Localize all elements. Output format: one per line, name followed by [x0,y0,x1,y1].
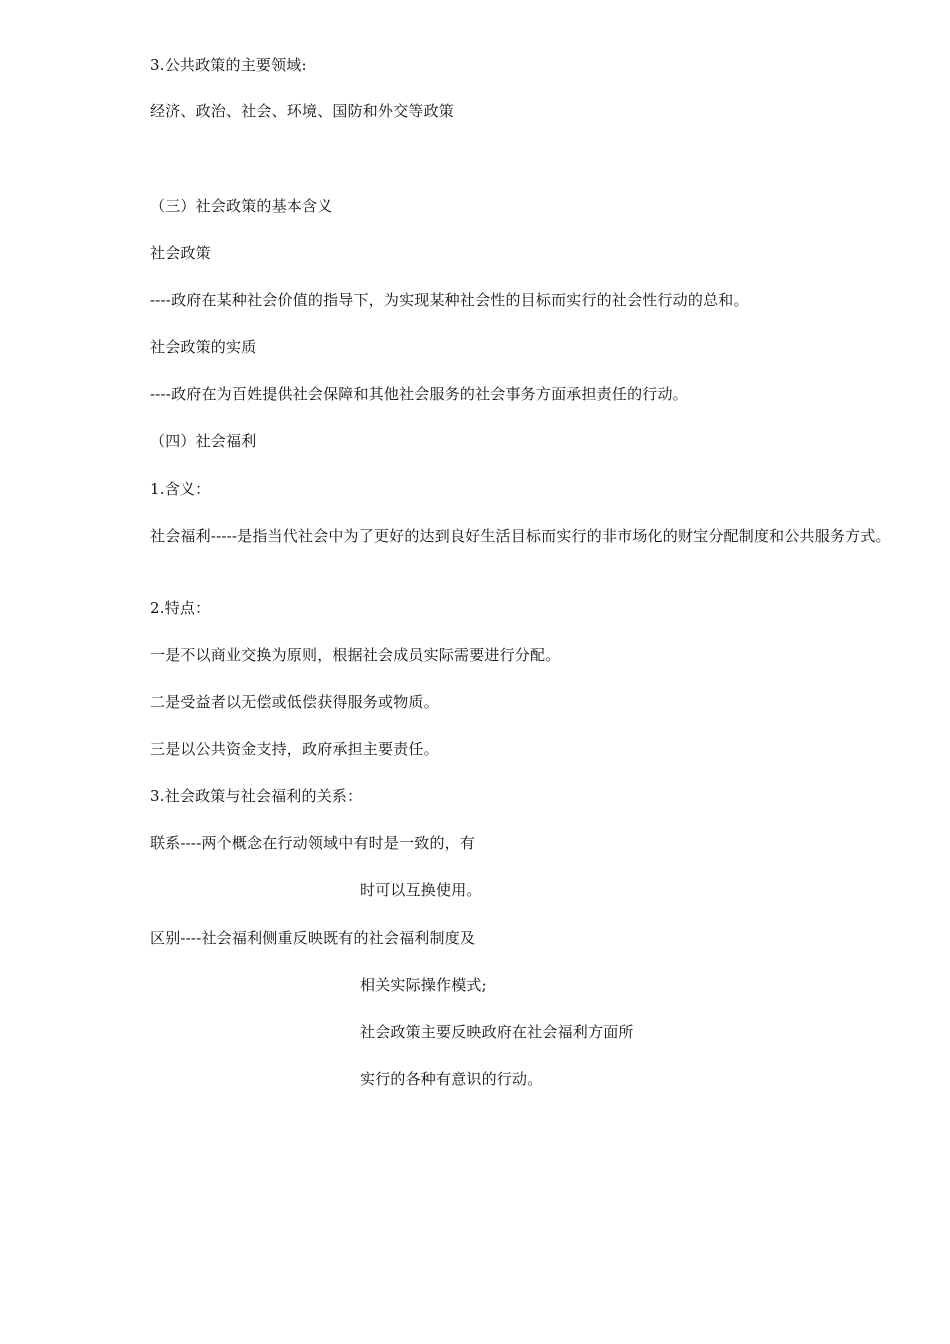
definition-social-policy: ----政府在某种社会价值的指导下，为实现某种社会性的目标而实行的社会性行动的总和。 [150,291,749,309]
definition-social-policy-essence: ----政府在为百姓提供社会保障和其他社会服务的社会事务方面承担责任的行动。 [150,385,688,403]
relationship-difference-line-3: 社会政策主要反映政府在社会福利方面所 [360,1023,634,1041]
relationship-difference-line-1: 区别----社会福利侧重反映既有的社会福利制度及 [150,929,476,947]
relationship-connection-line-1: 联系----两个概念在行动领域中有时是一致的，有 [150,834,476,852]
subheading-meaning: 1.含义： [150,480,211,498]
subheading-relationship: 3.社会政策与社会福利的关系： [150,787,363,805]
feature-item-3: 三是以公共资金支持，政府承担主要责任。 [150,740,439,758]
term-social-policy: 社会政策 [150,244,211,262]
section-heading-public-policy-areas: 3.公共政策的主要领域: [150,56,307,74]
subheading-features: 2.特点： [150,599,211,617]
section-heading-social-policy-meaning: （三）社会政策的基本含义 [150,197,333,215]
section-heading-social-welfare: （四）社会福利 [150,432,257,450]
paragraph-policy-areas: 经济、政治、社会、环境、国防和外交等政策 [150,102,455,120]
definition-social-welfare: 社会福利-----是指当代社会中为了更好的达到良好生活目标而实行的非市场化的财宝分配制度和公共服务方式。 [150,527,891,545]
relationship-difference-line-4: 实行的各种有意识的行动。 [360,1070,543,1088]
feature-item-2: 二是受益者以无偿或低偿获得服务或物质。 [150,693,439,711]
feature-item-1: 一是不以商业交换为原则，根据社会成员实际需要进行分配。 [150,646,561,664]
relationship-connection-line-2: 时可以互换使用。 [360,881,482,899]
relationship-difference-line-2: 相关实际操作模式; [360,976,487,994]
term-social-policy-essence: 社会政策的实质 [150,338,257,356]
